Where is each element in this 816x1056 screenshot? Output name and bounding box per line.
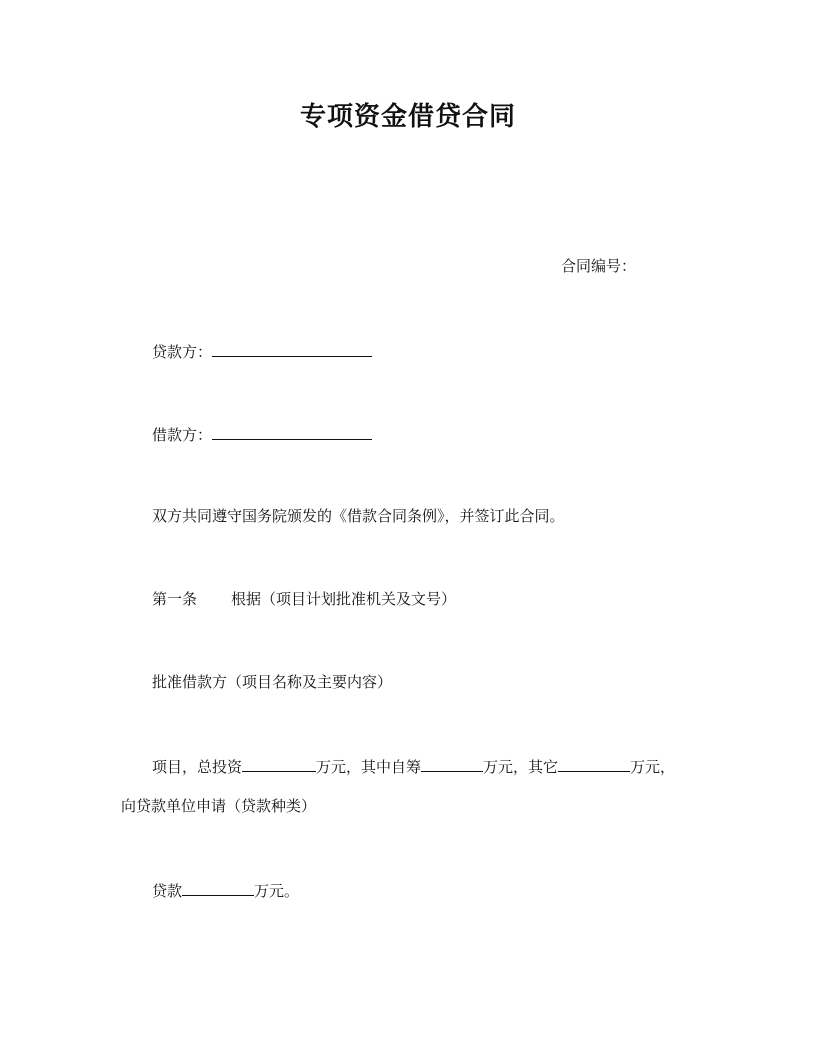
invest-unit3: 万元， — [630, 758, 676, 776]
total-investment-blank[interactable] — [242, 755, 316, 772]
approve-text: 批准借款方（项目名称及主要内容） — [152, 673, 393, 691]
preamble-text: 双方共同遵守国务院颁发的《借款合同条例》，并签订此合同。 — [152, 507, 565, 525]
apply-text: 向贷款单位申请（贷款种类） — [121, 797, 317, 815]
borrower-label: 借款方： — [152, 426, 213, 444]
loan-amount-blank[interactable] — [182, 879, 254, 896]
lender-line — [152, 340, 372, 362]
invest-prefix: 项目，总投资 — [152, 758, 243, 776]
lender-label: 贷款方： — [152, 343, 213, 361]
contract-number-label: 合同编号： — [561, 257, 637, 275]
borrower-blank[interactable] — [212, 423, 372, 440]
other-funds-blank[interactable] — [558, 755, 630, 772]
article1-line — [152, 589, 456, 609]
invest-unit1: 万元，其中自筹 — [316, 758, 422, 776]
loan-unit: 万元。 — [254, 882, 300, 900]
self-raised-blank[interactable] — [421, 755, 483, 772]
lender-blank[interactable] — [212, 340, 372, 357]
article1-text: 根据（项目计划批准机关及文号） — [231, 590, 457, 608]
loan-line — [152, 879, 299, 901]
investment-line — [152, 755, 675, 777]
loan-prefix: 贷款 — [152, 882, 183, 900]
article1-label: 第一条 — [152, 590, 198, 608]
borrower-line — [152, 423, 372, 445]
invest-unit2: 万元，其它 — [483, 758, 559, 776]
document-title: 专项资金借贷合同 — [299, 102, 516, 132]
